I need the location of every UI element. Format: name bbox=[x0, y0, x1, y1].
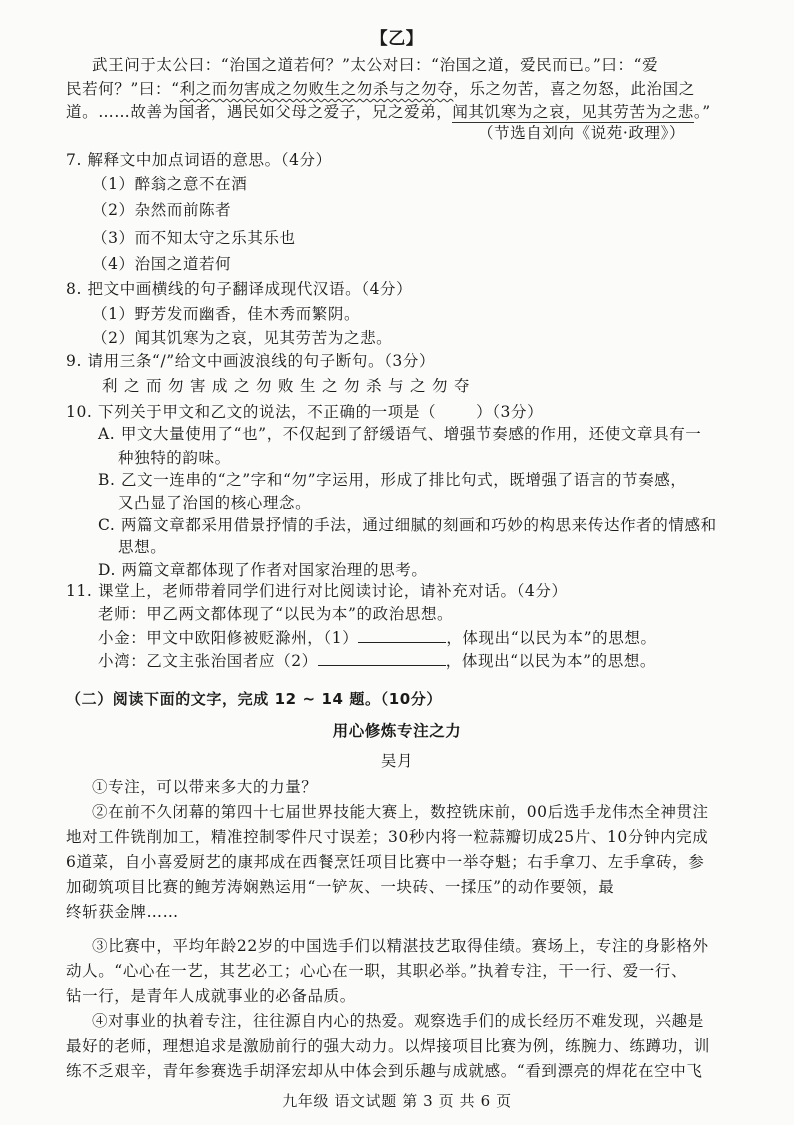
q9-stem: 9. 请用三条“/”给文中画波浪线的句子断句。（3分） bbox=[66, 352, 436, 370]
paragraph-3-line: ③比赛中，平均年龄22岁的中国选手们以精湛技艺取得佳绩。赛场上，专注的身影格外 bbox=[92, 937, 709, 955]
section2-heading: （二）阅读下面的文字，完成 12 ~ 14 题。（10分） bbox=[66, 690, 442, 708]
yi-header: 【乙】 bbox=[370, 29, 424, 49]
paragraph-4-line: 练不乏艰辛，青年参赛选手胡泽宏却从中体会到乐趣与成就感。“看到漂亮的焊花在空中飞 bbox=[66, 1062, 703, 1080]
paragraph-3-line: 钻一行，是青年人成就事业的必备品质。 bbox=[66, 987, 356, 1005]
underlined-sentence: 闻其饥寒为之哀，见其劳苦为之悲 bbox=[452, 103, 694, 121]
answer-blank-1 bbox=[358, 628, 446, 643]
page-footer: 九年级 语文试题 第 3 页 共 6 页 bbox=[282, 1092, 512, 1110]
q8-item-2: （2）闻其饥寒为之哀，见其劳苦为之悲。 bbox=[92, 329, 393, 347]
q10-stem: 10. 下列关于甲文和乙文的说法，不正确的一项是（ ）（3分） bbox=[66, 403, 544, 421]
paragraph-2-line: 地对工件铣削加工，精准控制零件尺寸误差；30秒内将一粒蒜瓣切成25片、10分钟内完成 bbox=[66, 828, 709, 846]
q7-item-4: （4）治国之道若何 bbox=[92, 255, 232, 273]
q7-item-2: （2）杂然而前陈者 bbox=[92, 201, 232, 219]
yi-text-line-1: 武王问于太公曰：“治国之道若何？”太公对曰：“治国之道，爱民而已。”曰：“爱 bbox=[92, 56, 659, 74]
article-author: 吴月 bbox=[380, 752, 414, 770]
yi-text-line-3: 道。……故善为国者，遇民如父母之爱子，兄之爱弟，闻其饥寒为之哀，见其劳苦为之悲。” bbox=[66, 103, 711, 121]
q11-xiaowan: 小湾：乙文主张治国者应（2） ，体现出“以民为本”的思想。 bbox=[98, 652, 657, 670]
paragraph-2-line: 6道菜，自小喜爱厨艺的康邦成在西餐烹饪项目比赛中一举夺魁；右手拿刀、左手拿砖，参 bbox=[66, 853, 705, 871]
q11-xiaojin: 小金：甲文中欧阳修被贬滁州，（1） ，体现出“以民为本”的思想。 bbox=[98, 629, 657, 647]
wavy-sentence: 利之而勿害成之勿败生之勿杀与之勿夺 bbox=[179, 80, 454, 98]
q8-stem: 8. 把文中画横线的句子翻译成现代汉语。（4分） bbox=[66, 280, 413, 298]
answer-blank-2 bbox=[318, 651, 446, 666]
q8-item-1: （1）野芳发而幽香，佳木秀而繁阴。 bbox=[92, 305, 361, 323]
q11-teacher: 老师：甲乙两文都体现了“以民为本”的政治思想。 bbox=[98, 605, 454, 623]
q10-option-a-1: A. 甲文大量使用了“也”，不仅起到了舒缓语气、增强节奏感的作用，还使文章具有一 bbox=[98, 425, 702, 443]
q10-option-b-2: 又凸显了治国的核心理念。 bbox=[118, 494, 312, 512]
paragraph-2-line: ②在前不久闭幕的第四十七届世界技能大赛上，数控铣床前，00后选手龙伟杰全神贯注 bbox=[92, 803, 709, 821]
paragraph-4-line: ④对事业的执着专注，往往源自内心的热爱。观察选手们的成长经历不难发现，兴趣是 bbox=[92, 1012, 704, 1030]
paragraph-4-line: 最好的老师，理想追求是激励前行的强大动力。以焊接项目比赛为例，练腕力、练蹲功，训 bbox=[66, 1037, 711, 1055]
q10-option-d: D. 两篇文章都体现了作者对国家治理的思考。 bbox=[98, 561, 428, 579]
q7-item-1: （1）醉翁之意不在酒 bbox=[92, 175, 248, 193]
q10-option-b-1: B. 乙文一连串的“之”字和“勿”字运用，形成了排比句式，既增强了语言的节奏感， bbox=[98, 471, 687, 489]
paragraph-2-line: 终斩获金牌…… bbox=[66, 903, 179, 921]
q10-option-c-1: C. 两篇文章都采用借景抒情的手法，通过细腻的刻画和巧妙的构思来传达作者的情感和 bbox=[98, 516, 717, 534]
yi-source: （节选自刘向《说苑·政理》） bbox=[478, 124, 686, 142]
q10-option-a-2: 种独特的韵味。 bbox=[118, 449, 231, 467]
paragraph-2-line: 加砌筑项目比赛的鲍芳涛娴熟运用“一铲灰、一块砖、一揉压”的动作要领，最 bbox=[66, 878, 615, 896]
q11-stem: 11. 课堂上，老师带着同学们进行对比阅读讨论，请补充对话。（4分） bbox=[66, 582, 568, 600]
paragraph-3-line: 动人。“心心在一艺，其艺必工；心心在一职，其职必举。”执着专注，干一行、爱一行、 bbox=[66, 962, 688, 980]
yi-text-line-2: 民若何？”曰：“利之而勿害成之勿败生之勿杀与之勿夺，乐之勿苦，喜之勿怒，此治国之 bbox=[66, 80, 695, 98]
q9-sentence: 利之而勿害成之勿败生之勿杀与之勿夺 bbox=[102, 377, 477, 395]
q7-stem: 7. 解释文中加点词语的意思。（4分） bbox=[66, 151, 332, 169]
paragraph-1: ①专注，可以带来多大的力量？ bbox=[92, 778, 318, 796]
q7-item-3: （3）而不知太守之乐其乐也 bbox=[92, 229, 296, 247]
article-title: 用心修炼专注之力 bbox=[332, 722, 462, 740]
q10-option-c-2: 思想。 bbox=[118, 538, 167, 556]
